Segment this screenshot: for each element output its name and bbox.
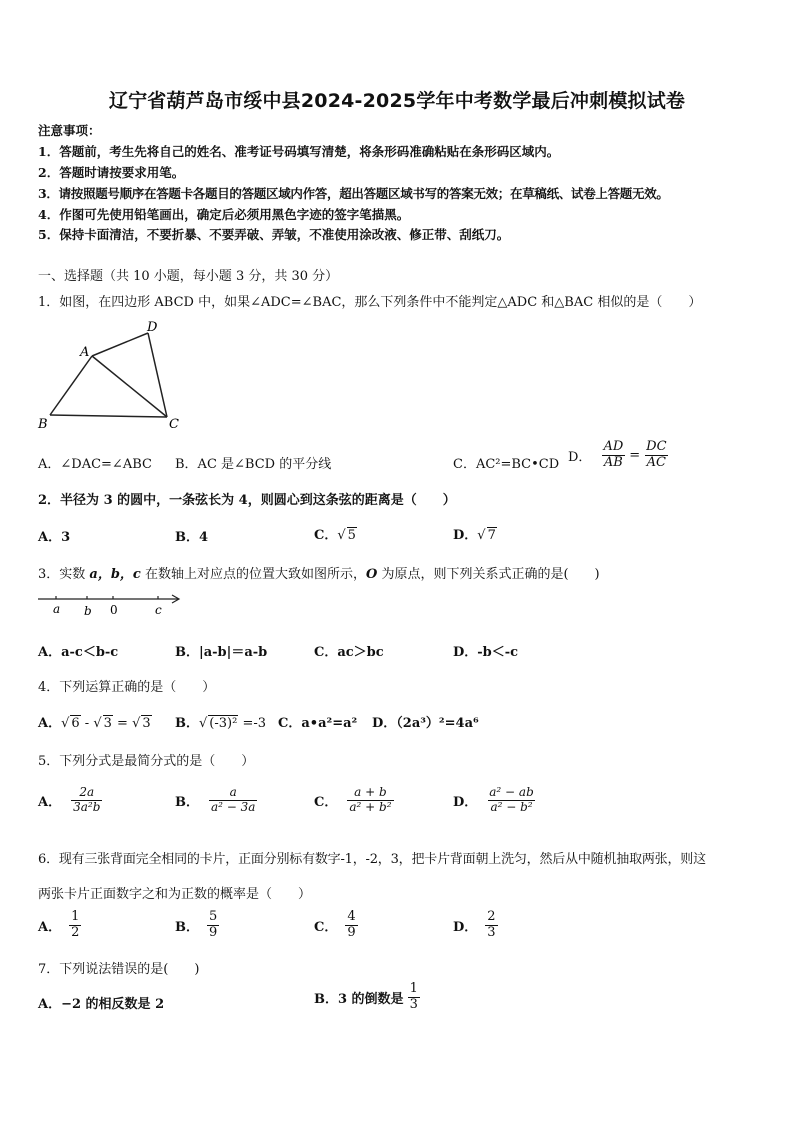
q2-option-d[interactable]: D．√ 7 (453, 528, 496, 543)
q7-option-a[interactable]: A．−2 的相反数是 2 (38, 997, 165, 1012)
question-5-stem: 5．下列分式是最简分式的是（ ） (38, 754, 255, 769)
number-line (36, 590, 186, 618)
figure-label-c: C (169, 417, 179, 432)
notice-heading: 注意事项： (38, 123, 101, 138)
quadrilateral-figure (34, 318, 194, 434)
q6-option-a[interactable]: A． $\frac{1}{2}$ (38, 909, 80, 940)
q4-option-d[interactable]: D．（2a³）²=4a⁶ (372, 716, 479, 731)
q2-option-b[interactable]: B．4 (175, 530, 209, 545)
figure-label-b: B (38, 417, 48, 432)
q4-option-b[interactable]: B．√ (-3)² =-3 (175, 716, 267, 731)
q1-option-b[interactable]: B．AC 是∠BCD 的平分线 (175, 457, 332, 472)
q1-option-a[interactable]: A．∠DAC=∠ABC (38, 457, 152, 472)
question-3-stem: 3．实数 a，b，c 在数轴上对应点的位置大致如图所示，O 为原点，则下列关系式正确的是( ) (38, 567, 600, 582)
q6-option-b[interactable]: B． $\frac{5}{9}$ (175, 909, 218, 940)
question-2-stem: 2．半径为 3 的圆中，一条弦长为 4，则圆心到这条弦的距离是（ ） (38, 493, 456, 508)
q5-option-b[interactable]: B． $\frac{a}{\text{a² − 3a}}$ (175, 785, 256, 814)
q2-option-a[interactable]: A．3 (38, 530, 71, 545)
q3-option-d[interactable]: D．-b＜-c (453, 645, 519, 660)
section-heading: 一、选择题（共 10 小题，每小题 3 分，共 30 分） (38, 269, 339, 284)
question-7-stem: 7．下列说法错误的是( ) (38, 962, 200, 977)
q5-option-d[interactable]: D． $\frac{\text{a² − ab}}{\text{a² − b²}}$ (453, 785, 534, 814)
axis-label-a: a (53, 602, 61, 616)
axis-label-zero: 0 (110, 603, 118, 617)
page-title: 辽宁省葫芦岛市绥中县2024-2025学年中考数学最后冲刺模拟试卷 (108, 90, 686, 112)
notice-item: 3．请按照题号顺序在答题卡各题目的答题区域内作答，超出答题区域书写的答案无效；在草稿纸、试卷上答题无效。 (38, 186, 669, 201)
q5-option-c[interactable]: C． $\frac{a + b}{\text{a² + b²}}$ (314, 785, 392, 814)
question-6-stem-line2: 两张卡片正面数字之和为正数的概率是（ ） (38, 887, 312, 902)
question-6-stem-line1: 6．现有三张背面完全相同的卡片，正面分别标有数字-1，-2，3，把卡片背面朝上洗匀，然后从中随机抽取两张，则这 (38, 852, 706, 867)
question-4-stem: 4．下列运算正确的是（ ） (38, 680, 216, 695)
q3-option-a[interactable]: A．a-c＜b-c (38, 645, 119, 660)
q4-option-c[interactable]: C．a•a²=a² (278, 716, 358, 731)
axis-label-c: c (155, 603, 162, 617)
notice-item: 1．答题前，考生先将自己的姓名、准考证号码填写清楚，将条形码准确粘贴在条形码区域内。 (38, 144, 560, 159)
q4-option-a[interactable]: A．√ 6 - √ 3 = √ 3 (38, 716, 151, 731)
figure-label-d: D (147, 320, 158, 335)
q1-option-d[interactable]: D． $\frac{AD}{AB}$ = $\frac{DC}{AC}$ (568, 439, 667, 470)
notice-item: 5．保持卡面清洁，不要折暴、不要弄破、弄皱，不准使用涂改液、修正带、刮纸刀。 (38, 227, 510, 242)
q3-option-b[interactable]: B．|a-b|＝a-b (175, 645, 268, 660)
figure-label-a: A (80, 345, 90, 360)
notice-item: 4．作图可先使用铅笔画出，确定后必须用黑色字迹的签字笔描黑。 (38, 207, 410, 222)
question-1-stem: 1．如图，在四边形 ABCD 中，如果∠ADC=∠BAC，那么下列条件中不能判定△ADC 和△BAC 相似的是（ ） (38, 295, 702, 310)
q5-option-a[interactable]: A． $\frac{2a}{\text{3a²b}}$ (38, 785, 101, 814)
q7-option-b[interactable]: B．3 的倒数是 $\frac{1}{3}$ (314, 981, 418, 1012)
q1-option-c[interactable]: C．AC²=BC•CD (453, 457, 560, 472)
q2-option-c[interactable]: C．√ 5 (314, 528, 356, 543)
axis-label-b: b (84, 604, 92, 618)
q6-option-c[interactable]: C． $\frac{4}{9}$ (314, 909, 356, 940)
notice-item: 2．答题时请按要求用笔。 (38, 165, 185, 180)
q3-option-c[interactable]: C．ac＞bc (314, 645, 384, 660)
q6-option-d[interactable]: D． $\frac{2}{3}$ (453, 909, 496, 940)
